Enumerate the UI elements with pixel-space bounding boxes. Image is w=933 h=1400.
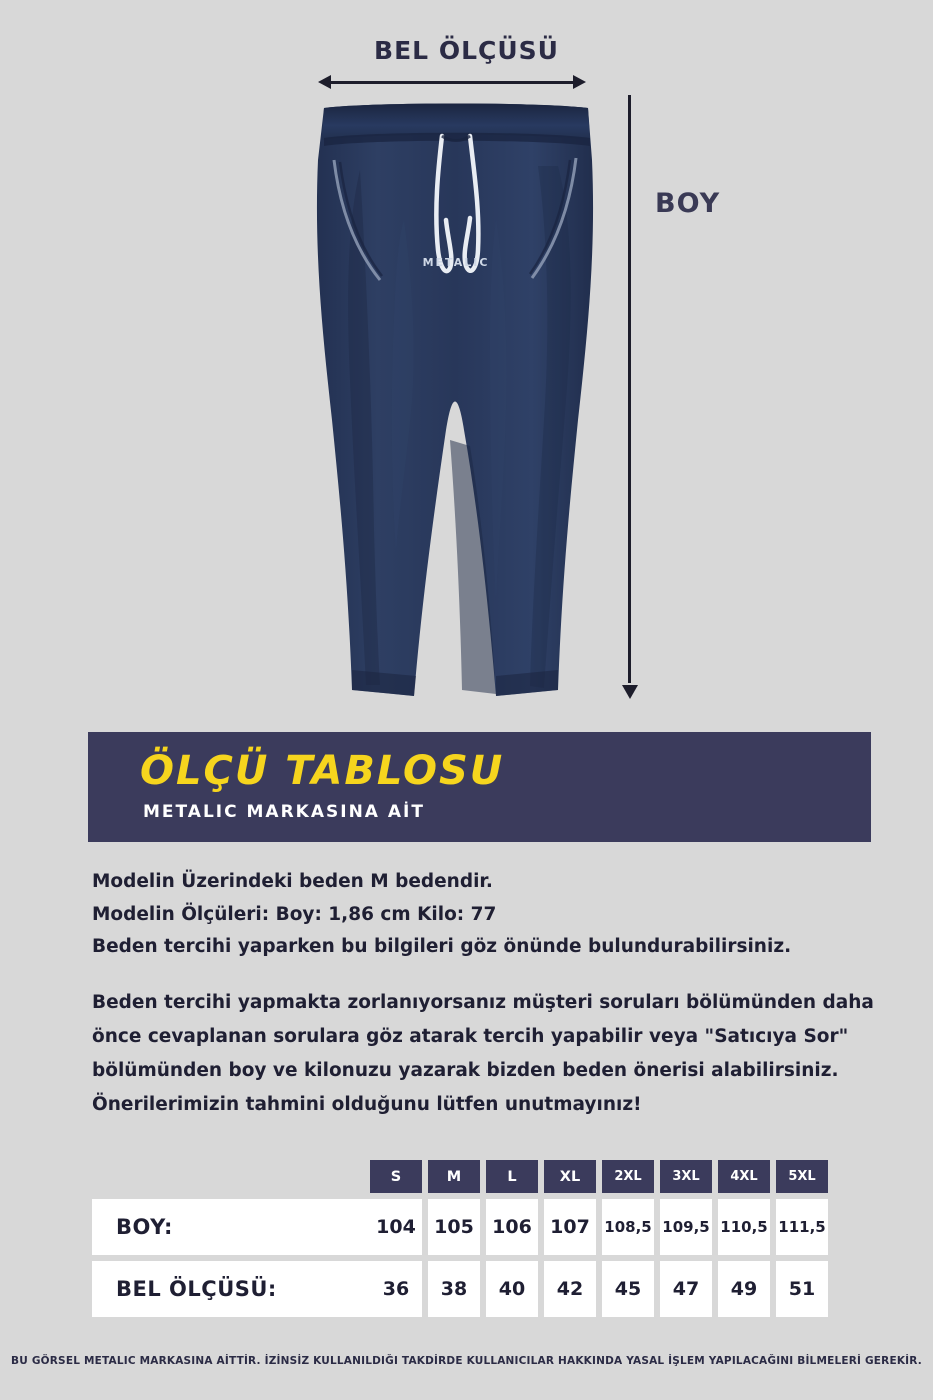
boy-value-l: 106 [486, 1199, 538, 1255]
info-line-1: Modelin Üzerindeki beden M bedendir. [92, 871, 493, 892]
row-label-bel-olcusu: BEL ÖLÇÜSÜ: [92, 1261, 370, 1317]
bel-value-3xl: 47 [660, 1261, 712, 1317]
size-header-l: L [486, 1160, 538, 1193]
boy-value-5xl: 111,5 [776, 1199, 828, 1255]
table-header-row [92, 1160, 840, 1193]
bel-value-m: 38 [428, 1261, 480, 1317]
boy-value-4xl: 110,5 [718, 1199, 770, 1255]
length-arrow-icon [620, 95, 640, 699]
info-para2-line-4: Önerilerimizin tahmini olduğunu lütfen unutmayınız! [92, 1093, 642, 1115]
size-header-3xl: 3XL [660, 1160, 712, 1193]
chart-subtitle: METALIC MARKASINA AİT [143, 802, 425, 822]
table-header-spacer [92, 1160, 370, 1193]
waist-arrow-icon [318, 73, 586, 91]
info-para2-line-3: bölümünden boy ve kilonuzu yazarak bizden beden önerisi alabilirsiniz. [92, 1059, 839, 1081]
bel-value-5xl: 51 [776, 1261, 828, 1317]
chart-title: ÖLÇÜ TABLOSU [140, 748, 505, 794]
info-line-2: Modelin Ölçüleri: Boy: 1,86 cm Kilo: 77 [92, 903, 497, 925]
bel-value-s: 36 [370, 1261, 422, 1317]
length-measure-label: BOY [655, 188, 721, 219]
bel-value-xl: 42 [544, 1261, 596, 1317]
legal-footer: BU GÖRSEL METALIC MARKASINA AİTTİR. İZİNSİZ KULLANILDIĞI TAKDİRDE KULLANICILAR HAKKINDA YASAL İŞLEM YAPILACAĞINI BİLMELERİ GEREKİR. [11, 1355, 922, 1367]
boy-value-2xl: 108,5 [602, 1199, 654, 1255]
info-para2-line-1: Beden tercihi yapmakta zorlanıyorsanız müşteri soruları bölümünden daha [92, 992, 874, 1014]
size-header-5xl: 5XL [776, 1160, 828, 1193]
bel-value-2xl: 45 [602, 1261, 654, 1317]
size-header-2xl: 2XL [602, 1160, 654, 1193]
size-header-xl: XL [544, 1160, 596, 1193]
boy-value-3xl: 109,5 [660, 1199, 712, 1255]
size-table [92, 1160, 840, 1317]
bel-value-4xl: 49 [718, 1261, 770, 1317]
boy-value-xl: 107 [544, 1199, 596, 1255]
bel-value-l: 40 [486, 1261, 538, 1317]
info-text-block [92, 868, 882, 1124]
info-paragraph-2 [92, 988, 882, 1120]
waist-measure-label: BEL ÖLÇÜSÜ [374, 36, 559, 65]
garment-brand-print: METALIC [422, 256, 490, 269]
info-line-3: Beden tercihi yaparken bu bilgileri göz önünde bulundurabilirsiniz. [92, 936, 792, 958]
size-header-4xl: 4XL [718, 1160, 770, 1193]
table-row [92, 1261, 840, 1317]
sweatpants-illustration [300, 100, 612, 700]
row-label-boy: BOY: [92, 1199, 370, 1255]
table-row [92, 1199, 840, 1255]
boy-value-s: 104 [370, 1199, 422, 1255]
size-header-s: S [370, 1160, 422, 1193]
boy-value-m: 105 [428, 1199, 480, 1255]
info-para2-line-2: önce cevaplanan sorulara göz atarak tercih yapabilir veya "Satıcıya Sor" [92, 1025, 849, 1047]
size-header-m: M [428, 1160, 480, 1193]
chart-title-banner [88, 732, 871, 842]
